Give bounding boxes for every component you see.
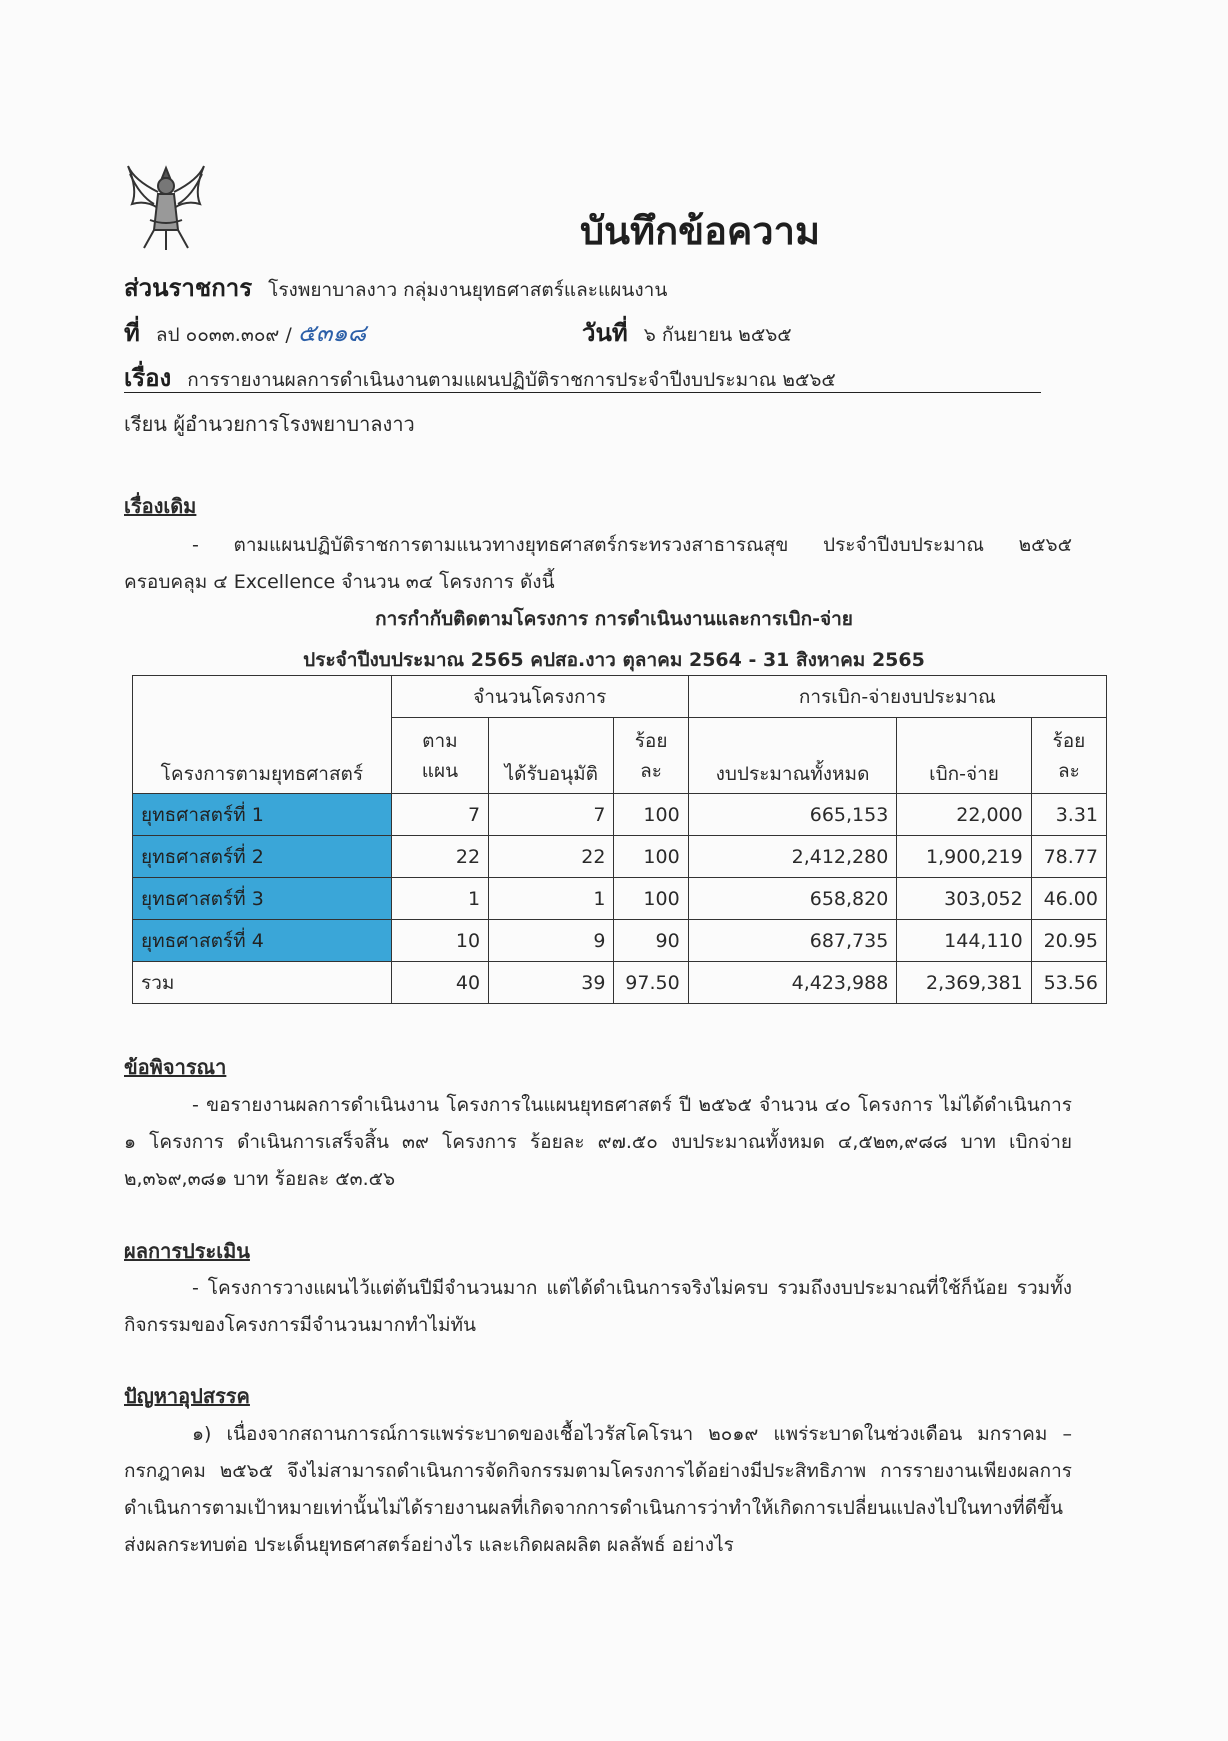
disbursed-cell: 22,000	[897, 794, 1031, 836]
ref-handwritten-number: ๕๓๑๘	[297, 319, 367, 347]
table-header-row-1	[133, 676, 1107, 718]
approved-cell: 9	[489, 920, 614, 962]
approved-cell: 1	[489, 878, 614, 920]
pct-cell: 100	[614, 836, 688, 878]
evaluation-text: - โครงการวางแผนไว้แต่ต้นปีมีจำนวนมาก แต่ได้ดำเนินการจริงไม่ครบ รวมถึงงบประมาณที่ใช้ก็น้อย รวมทั้งกิจกรรมของโครงการมีจำนวนมากทำไม่ทัน	[124, 1277, 1072, 1336]
table-row	[133, 920, 1107, 962]
total-plan-cell: 40	[391, 962, 488, 1004]
pct2-cell: 46.00	[1031, 878, 1106, 920]
table-title-line2: ประจำปีงบประมาณ 2565 คปสอ.งาว ตุลาคม 2564 - 31 สิงหาคม 2565	[303, 649, 925, 671]
subject-value: การรายงานผลการดำเนินงานตามแผนปฏิบัติราชการประจำปีงบประมาณ ๒๕๖๕	[187, 369, 836, 391]
pct-cell: 90	[614, 920, 688, 962]
agency-row	[124, 268, 667, 307]
pct-cell: 100	[614, 878, 688, 920]
table-title-line1: การกำกับติดตามโครงการ การดำเนินงานและการเบิก-จ่าย	[375, 608, 853, 630]
header-divider	[124, 392, 1041, 393]
total-pct-cell: 97.50	[614, 962, 688, 1004]
agency-value: โรงพยาบาลงาว กลุ่มงานยุทธศาสตร์และแผนงาน	[268, 279, 668, 301]
date-value: ๖ กันยายน ๒๕๖๕	[643, 324, 792, 346]
problems-heading: ปัญหาอุปสรรค	[124, 1384, 250, 1408]
approved-cell: 22	[489, 836, 614, 878]
approved-cell: 7	[489, 794, 614, 836]
budget-cell: 2,412,280	[688, 836, 897, 878]
col-disbursed-header: เบิก-จ่าย	[897, 718, 1031, 794]
pct-cell: 100	[614, 794, 688, 836]
strategy-cell: ยุทธศาสตร์ที่ 1	[133, 794, 392, 836]
problems-paragraph	[124, 1416, 1072, 1564]
ref-value: ลป ๐๐๓๓.๓๐๙ /	[155, 324, 292, 346]
ref-label: ที่	[124, 319, 140, 347]
strategy-cell: ยุทธศาสตร์ที่ 2	[133, 836, 392, 878]
col-total-budget-header: งบประมาณทั้งหมด	[688, 718, 897, 794]
col-plan-header: ตาม แผน	[391, 718, 488, 794]
col-pct1-header: ร้อย ละ	[614, 718, 688, 794]
budget-group-header: การเบิก-จ่ายงบประมาณ	[688, 676, 1106, 718]
strategy-cell: ยุทธศาสตร์ที่ 4	[133, 920, 392, 962]
plan-cell: 22	[391, 836, 488, 878]
background-text: - ตามแผนปฏิบัติราชการตามแนวทางยุทธศาสตร์กระทรวงสาธารณสุข ประจำปีงบประมาณ ๒๕๖๕ ครอบคลุม ๔ Excellence จำนวน ๓๔ โครงการ ดังนี้	[124, 534, 1072, 593]
considerations-paragraph	[124, 1087, 1072, 1198]
budget-cell: 658,820	[688, 878, 897, 920]
subject-label: เรื่อง	[124, 364, 172, 392]
plan-cell: 1	[391, 878, 488, 920]
background-paragraph	[124, 527, 1072, 601]
table-row	[133, 878, 1107, 920]
problems-text: ๑) เนื่องจากสถานการณ์การแพร่ระบาดของเชื้อไวรัสโคโรนา ๒๐๑๙ แพร่ระบาดในช่วงเดือน มกราคม – กรกฎาคม ๒๕๖๕ จึงไม่สามารถดำเนินการจัดกิจกรรมตามโครงการได้อย่างมีประสิทธิภาพ การรายงานเพียงผลการดำเนินการตามเป้าหมายเท่านั้นไม่ได้รายงานผลที่เกิดจากการดำเนินการว่าทำให้เกิดการเปลี่ยนแปลงไปในทางที่ดีขึ้น ส่งผลกระทบต่อ ประเด็นยุทธศาสตร์อย่างไร และเกิดผลผลิต ผลลัพธ์ อย่างไร	[124, 1423, 1072, 1556]
project-budget-table	[132, 675, 1107, 1004]
pct2-cell: 78.77	[1031, 836, 1106, 878]
budget-cell: 687,735	[688, 920, 897, 962]
to-value: ผู้อำนวยการโรงพยาบาลงาว	[173, 412, 415, 436]
pct2-cell: 3.31	[1031, 794, 1106, 836]
col-pct2-header: ร้อย ละ	[1031, 718, 1106, 794]
strategy-cell: ยุทธศาสตร์ที่ 3	[133, 878, 392, 920]
total-approved-cell: 39	[489, 962, 614, 1004]
disbursed-cell: 303,052	[897, 878, 1031, 920]
total-disbursed-cell: 2,369,381	[897, 962, 1031, 1004]
agency-label: ส่วนราชการ	[124, 274, 253, 302]
pct2-cell: 20.95	[1031, 920, 1106, 962]
disbursed-cell: 144,110	[897, 920, 1031, 962]
disbursed-cell: 1,900,219	[897, 836, 1031, 878]
col-approved-header: ได้รับอนุมัติ	[489, 718, 614, 794]
budget-cell: 665,153	[688, 794, 897, 836]
considerations-text: - ขอรายงานผลการดำเนินงาน โครงการในแผนยุทธศาสตร์ ปี ๒๕๖๕ จำนวน ๔๐ โครงการ ไม่ได้ดำเนินการ ๑ โครงการ ดำเนินการเสร็จสิ้น ๓๙ โครงการ ร้อยละ ๙๗.๕๐ งบประมาณทั้งหมด ๔,๕๒๓,๙๘๘ บาท เบิกจ่าย ๒,๓๖๙,๓๘๑ บาท ร้อยละ ๕๓.๕๖	[124, 1094, 1072, 1190]
background-heading: เรื่องเดิม	[124, 494, 197, 518]
plan-cell: 7	[391, 794, 488, 836]
to-label: เรียน	[124, 412, 167, 436]
to-row	[124, 408, 415, 440]
table-row	[133, 794, 1107, 836]
total-label-cell: รวม	[133, 962, 392, 1004]
evaluation-heading: ผลการประเมิน	[124, 1239, 250, 1263]
total-budget-cell: 4,423,988	[688, 962, 897, 1004]
col-strategy-header: โครงการตามยุทธศาสตร์	[133, 676, 392, 794]
ref-row	[124, 313, 366, 352]
total-pct2-cell: 53.56	[1031, 962, 1106, 1004]
plan-cell: 10	[391, 920, 488, 962]
evaluation-paragraph	[124, 1270, 1072, 1344]
table-total-row	[133, 962, 1107, 1004]
date-row	[582, 313, 792, 352]
date-label: วันที่	[582, 319, 628, 347]
memo-title: บันทึกข้อความ	[579, 209, 821, 253]
projects-group-header: จำนวนโครงการ	[391, 676, 688, 718]
table-row	[133, 836, 1107, 878]
considerations-heading: ข้อพิจารณา	[124, 1055, 227, 1079]
